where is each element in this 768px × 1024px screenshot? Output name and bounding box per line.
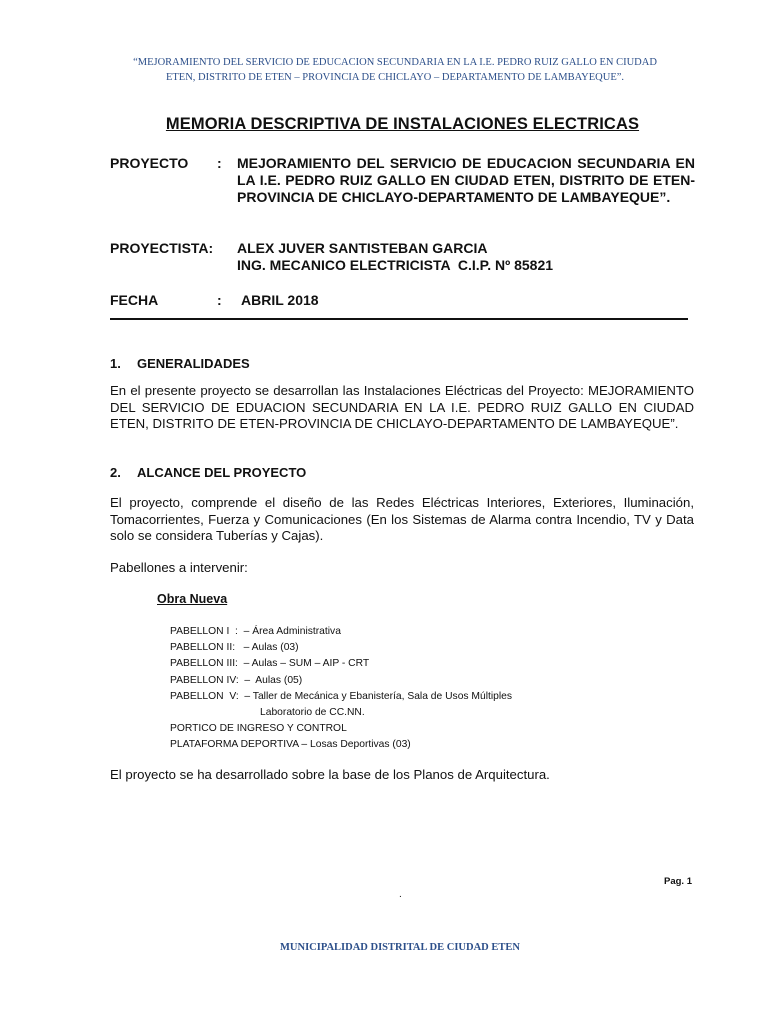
document-footer: MUNICIPALIDAD DISTRITAL DE CIUDAD ETEN xyxy=(280,942,520,953)
document-header xyxy=(110,55,680,85)
proyecto-label: PROYECTO xyxy=(110,155,189,171)
proyecto-value: MEJORAMIENTO DEL SERVICIO DE EDUCACION SECUNDARIA EN LA I.E. PEDRO RUIZ GALLO EN CIUDAD ETEN, DISTRITO DE ETEN-PROVINCIA DE CHICLAYO-DEPARTAMENTO DE LAMBAYEQUE”. xyxy=(237,155,695,205)
section-2-number: 2. xyxy=(110,465,121,480)
list-item: PLATAFORMA DEPORTIVA – Losas Deportivas (03) xyxy=(170,739,411,751)
page-number: Pag. 1 xyxy=(664,876,692,887)
header-line-1: “MEJORAMIENTO DEL SERVICIO DE EDUCACION SECUNDARIA EN LA I.E. PEDRO RUIZ GALLO EN CIUDAD xyxy=(133,57,657,68)
document-title: MEMORIA DESCRIPTIVA DE INSTALACIONES ELECTRICAS xyxy=(165,115,640,133)
list-item: Laboratorio de CC.NN. xyxy=(260,707,365,719)
section-1-heading xyxy=(110,356,250,371)
section-2-title: ALCANCE DEL PROYECTO xyxy=(137,465,307,480)
fecha-label: FECHA xyxy=(110,292,159,308)
page-dot: . xyxy=(399,889,402,900)
list-item: PABELLON V: – Taller de Mecánica y Ebanistería, Sala de Usos Múltiples xyxy=(170,690,513,702)
proyecto-block xyxy=(110,155,700,225)
pabellones-list xyxy=(170,624,512,754)
separator-rule xyxy=(110,318,688,320)
proyecto-colon: : xyxy=(217,155,222,171)
section-1-text: En el presente proyecto se desarrollan las Instalaciones Eléctricas del Proyecto: MEJORAMIENTO DEL SERVICIO DE EDUACION SECUNDARIA EN LA I.E. PEDRO RUIZ GALLO EN CIUDAD ETEN, DISTRITO DE ETEN-PROVINCIA DE CHICLAYO-DEPARTAMENTO DE LAMBAYEQUE”. xyxy=(110,383,694,431)
closing-text: El proyecto se ha desarrollado sobre la base de los Planos de Arquitectura. xyxy=(110,767,550,782)
section-2-heading xyxy=(110,465,306,480)
proyectista-title: ING. MECANICO ELECTRICISTA C.I.P. Nº 85821 xyxy=(237,257,554,273)
section-1-number: 1. xyxy=(110,356,121,371)
list-item: PABELLON II: – Aulas (03) xyxy=(170,642,299,654)
header-line-2: ETEN, DISTRITO DE ETEN – PROVINCIA DE CHICLAYO – DEPARTAMENTO DE LAMBAYEQUE”. xyxy=(165,72,625,83)
list-item: PABELLON I : – Área Administrativa xyxy=(170,626,341,637)
pabellones-intro: Pabellones a intervenir: xyxy=(110,560,248,575)
fecha-colon: : xyxy=(217,292,222,308)
section-1-title: GENERALIDADES xyxy=(137,356,250,371)
list-item: PABELLON III: – Aulas – SUM – AIP - CRT xyxy=(170,658,370,670)
obra-nueva-heading: Obra Nueva xyxy=(157,592,228,606)
list-item: PORTICO DE INGRESO Y CONTROL xyxy=(170,723,347,735)
proyectista-name: ALEX JUVER SANTISTEBAN GARCIA xyxy=(237,240,488,256)
fecha-value: ABRIL 2018 xyxy=(241,292,319,308)
list-item: PABELLON IV: – Aulas (05) xyxy=(170,674,303,686)
proyectista-label: PROYECTISTA: xyxy=(110,240,214,256)
section-2-text: El proyecto, comprende el diseño de las Redes Eléctricas Interiores, Exteriores, Iluminación, Tomacorrientes, Fuerza y Comunicaciones (En los Sistemas de Alarma contra Incendio, TV y Data solo se considera Tuberías y Cajas). xyxy=(110,495,694,543)
proyectista-block xyxy=(110,240,700,276)
fecha-block xyxy=(110,292,700,310)
